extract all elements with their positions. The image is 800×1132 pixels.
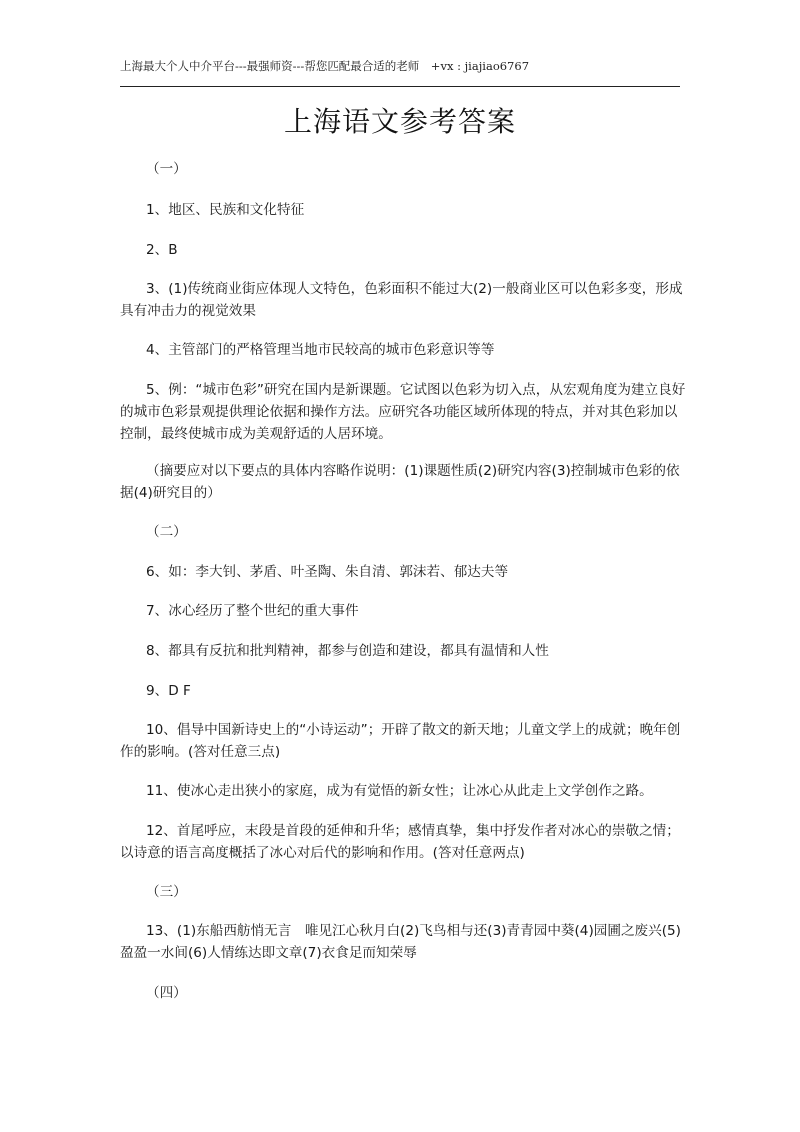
answer-3: 3、(1)传统商业街应体现人文特色，色彩面积不能过大(2)一般商业区可以色彩多变，形成具有冲击力的视觉效果	[120, 281, 683, 319]
answer-12: 12、首尾呼应，末段是首段的延伸和升华；感情真挚，集中抒发作者对冰心的崇敬之情；以诗意的语言高度概括了冰心对后代的影响和作用。(答对任意两点)	[120, 823, 680, 861]
answer-5: 5、例：“城市色彩”研究在国内是新课题。它试图以色彩为切入点，从宏观角度为建立良好的城市色彩景观提供理论依据和操作方法。应研究各功能区域所体现的特点，并对其色彩加以控制，最终使城市成为美观舒适的人居环境。	[120, 382, 686, 442]
answer-10: 10、倡导中国新诗史上的“小诗运动”；开辟了散文的新天地；儿童文学上的成就；晚年创作的影响。(答对任意三点)	[120, 722, 681, 760]
answer-8: 8、都具有反抗和批判精神，都参与创造和建设，都具有温情和人性	[146, 643, 549, 659]
answer-7: 7、冰心经历了整个世纪的重大事件	[146, 603, 359, 619]
header-divider	[120, 86, 680, 87]
answer-13: 13、(1)东船西舫悄无言 唯见江心秋月白(2)飞鸟相与还(3)青青园中葵(4)园圃之废兴(5)盈盈一水间(6)人情练达即文章(7)衣食足而知荣辱	[120, 923, 681, 961]
page-title: 上海语文参考答案	[283, 105, 516, 138]
header-text: 上海最大个人中介平台---最强师资---帮您匹配最合适的老师 +vx : jiajiao6767	[120, 59, 530, 73]
answer-2: 2、B	[146, 242, 178, 258]
section-heading-4: （四）	[146, 985, 187, 1001]
answer-6: 6、如：李大钊、茅盾、叶圣陶、朱自清、郭沫若、郁达夫等	[146, 564, 509, 580]
section-heading-1: （一）	[146, 161, 187, 177]
section-heading-3: （三）	[146, 884, 187, 900]
section-heading-2: （二）	[146, 524, 187, 540]
answer-4: 4、主管部门的严格管理当地市民较高的城市色彩意识等等	[146, 342, 495, 358]
answer-5-note: （摘要应对以下要点的具体内容略作说明：(1)课题性质(2)研究内容(3)控制城市色彩的依据(4)研究目的）	[120, 463, 680, 501]
answer-9: 9、D F	[146, 683, 191, 699]
answer-1: 1、地区、民族和文化特征	[146, 202, 305, 218]
answer-11: 11、使冰心走出狭小的家庭，成为有觉悟的新女性；让冰心从此走上文学创作之路。	[146, 783, 653, 799]
